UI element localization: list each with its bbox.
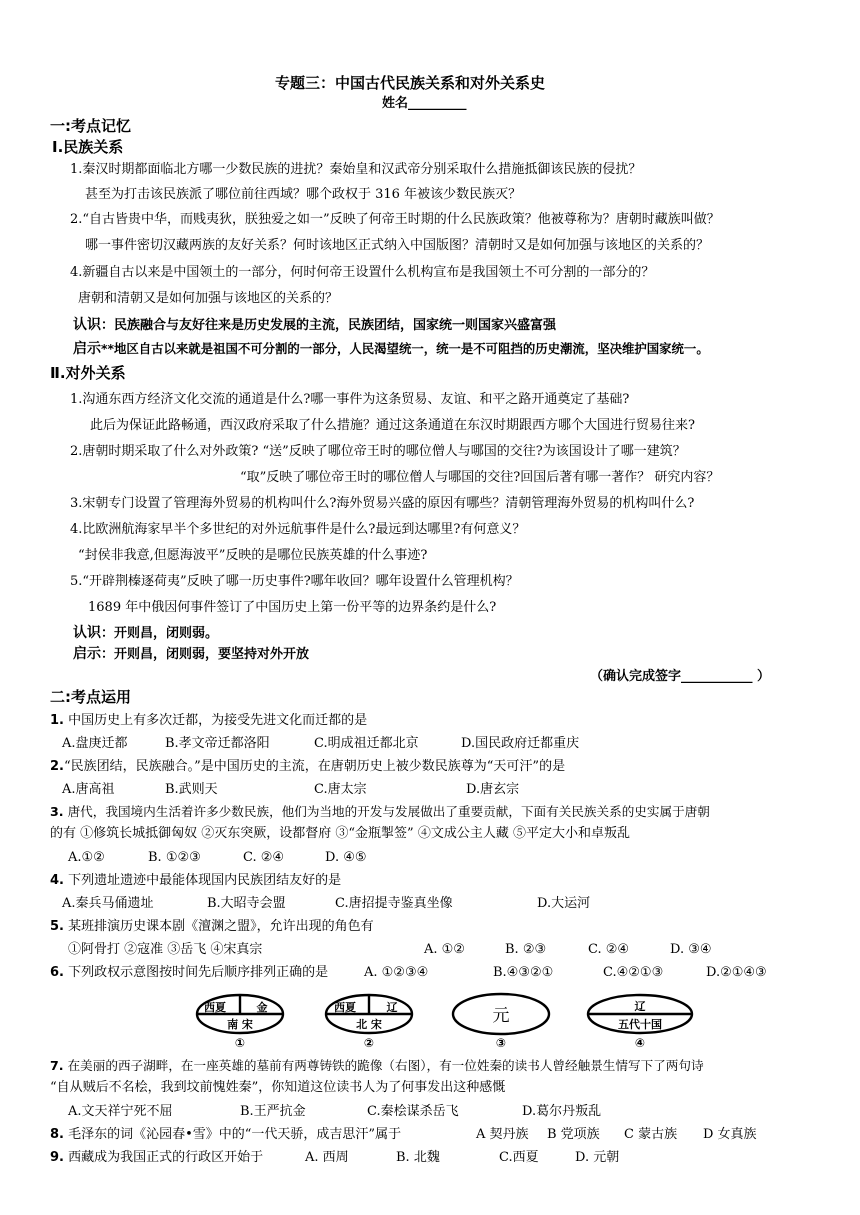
question-line: 5.“开辟荆榛逐荷夷”反映了哪一历史事件?哪年收回？哪年设置什么管理机构？ — [70, 574, 519, 589]
option: A. 西周 — [305, 1150, 349, 1165]
option: D.②①④③ — [706, 965, 767, 980]
option: A.①② — [68, 850, 105, 865]
insight-text: **地区自古以来就是祖国不可分割的一部分，人民渴望统一，统一是不可阻挡的历史潮流，坚决维护国家统一。 — [101, 341, 709, 356]
option: A.盘庚迁都 — [62, 736, 128, 751]
insight-statement — [73, 340, 709, 358]
option: D. ③④ — [670, 942, 712, 957]
question-line: 甚至为打击该民族派了哪位前往西域？哪个政权于 316 年被该少数民族灭？ — [85, 187, 522, 202]
question-line: “封侯非我意,但愿海波平”反映的是哪位民族英雄的什么事迹? — [78, 548, 428, 563]
question-stem: 4. 下列遗址遗迹中最能体现国内民族团结友好的是 — [50, 873, 342, 888]
regime-label: 辽 — [634, 1000, 646, 1013]
regime-diagram — [195, 991, 700, 1049]
option: D.葛尔丹叛乱 — [522, 1104, 602, 1119]
cognition-statement — [73, 624, 218, 643]
insight-label: 启示 — [73, 341, 101, 357]
question-stem-continued: 的有 ①修筑长城抵御匈奴 ②灭东突厥，设都督府 ③“金瓶掣签” ④文成公主人藏 ⑤平定大小和卓叛乱 — [50, 826, 630, 841]
option: B 党项族 — [547, 1127, 600, 1142]
option: B.王严抗金 — [240, 1104, 306, 1119]
question-line: 3.宋朝专门设置了管理海外贸易的机构叫什么?海外贸易兴盛的原因有哪些？清朝管理海外贸易的机构叫什么? — [70, 496, 695, 511]
option: D.国民政府迁都重庆 — [461, 736, 580, 751]
figure-number: ① — [234, 1036, 246, 1049]
regime-label: 西夏 — [334, 1001, 356, 1014]
cognition-text: ：民族融合与友好往来是历史发展的主流，民族团结，国家统一则国家兴盛富强 — [101, 318, 557, 333]
question-line: 4.新疆自古以来是中国领土的一部分，何时何帝王设置什么机构宣布是我国领土不可分割的一部分的？ — [70, 265, 655, 280]
question-stem: 5. 某班排演历史课本剧《澶渊之盟》，允许出现的角色有 — [50, 919, 374, 934]
question-line: 2.“自古皆贵中华，而贱夷狄，朕独爱之如一”反映了何帝王时期的什么民族政策？他被尊称为？唐朝时藏族叫做？ — [70, 212, 720, 227]
option: B. 北魏 — [396, 1150, 440, 1165]
regime-label: 北 宋 — [356, 1018, 382, 1031]
question-line: 4.比欧洲航海家早半个多世纪的对外远航事件是什么?最远到达哪里?有何意义？ — [70, 522, 526, 537]
question-stem: 6. 下列政权示意图按时间先后顺序排列正确的是 — [50, 965, 329, 980]
option: D 女真族 — [703, 1127, 757, 1142]
option: C. ②④ — [588, 942, 630, 957]
figure-number: ② — [363, 1036, 375, 1049]
signature-line: （确认完成签字___________ ） — [590, 669, 771, 684]
option: C. ②④ — [243, 850, 285, 865]
option: B.大昭寺会盟 — [207, 896, 286, 911]
option: D. ④⑤ — [325, 850, 367, 865]
option: C 蒙古族 — [624, 1127, 678, 1142]
option: C.西夏 — [499, 1150, 539, 1165]
option: B. ②③ — [505, 942, 547, 957]
question-line: 1689 年中俄因何事件签订了中国历史上第一份平等的边界条约是什么? — [88, 600, 497, 615]
option: D.大运河 — [537, 896, 591, 911]
option: B.武则天 — [165, 782, 218, 797]
question-line: 哪一事件密切汉藏两族的友好关系？何时该地区正式纳入中国版图？清朝时又是如何加强与该地区的关系的？ — [85, 238, 710, 253]
regime-label: 辽 — [386, 1001, 398, 1014]
figure-number: ④ — [634, 1036, 646, 1049]
option: A. ①② — [424, 942, 465, 957]
insight-statement — [73, 645, 309, 664]
question-line: 此后为保证此路畅通，西汉政府采取了什么措施？通过这条通道在东汉时期跟西方哪个大国进行贸易往来? — [90, 418, 695, 433]
cognition-label: 认识 — [73, 625, 101, 641]
question-line: “取”反映了哪位帝王时的哪位僧人与哪国的交往?回国后著有哪一著作？ 研究内容？ — [240, 470, 720, 485]
question-stem: 2.“民族团结，民族融合。”是中国历史的主流，在唐朝历史上被少数民族尊为“天可汗”的是 — [50, 759, 566, 774]
option: C.秦桧谋杀岳飞 — [367, 1104, 459, 1119]
option: C.明成祖迁都北京 — [314, 736, 419, 751]
name-field-label: 姓名_________ — [382, 96, 467, 111]
question-line: 1.沟通东西方经济文化交流的通道是什么?哪一事件为这条贸易、友谊、和平之路开通奠定了基础? — [70, 392, 630, 407]
question-line: 唐朝和清朝又是如何加强与该地区的关系的？ — [78, 291, 339, 306]
option: D.唐玄宗 — [466, 782, 520, 797]
regime-label: 金 — [256, 1001, 268, 1014]
insight-text: ：开则昌，闭则弱，要坚持对外开放 — [101, 647, 310, 662]
cognition-statement — [73, 316, 556, 335]
option: C.④②①③ — [603, 965, 664, 980]
section-heading-application: 二:考点运用 — [50, 688, 131, 706]
option: C.唐招提寺鉴真坐像 — [335, 896, 453, 911]
question-stem: 3. 唐代，我国境内生活着许多少数民族，他们为当地的开发与发展做出了重要贡献，下面有关民族关系的史实属于唐朝 — [50, 804, 710, 819]
option: B. ①②③ — [148, 850, 201, 865]
question-line: 1.秦汉时期都面临北方哪一少数民族的进扰？秦始皇和汉武帝分别采取什么措施抵御该民族的侵扰？ — [70, 162, 642, 177]
insight-label: 启示 — [73, 646, 101, 662]
section-heading-memory: 一:考点记忆 — [50, 117, 131, 135]
role-list: ①阿骨打 ②寇准 ③岳飞 ④宋真宗 — [68, 942, 263, 957]
option: B.④③②① — [493, 965, 554, 980]
page-title: 专题三：中国古代民族关系和对外关系史 — [275, 74, 546, 92]
option: D. 元朝 — [575, 1150, 620, 1165]
regime-label: 五代十国 — [618, 1018, 662, 1031]
subsection-ethnic-relations: Ⅰ.民族关系 — [52, 138, 124, 156]
option: C.唐太宗 — [314, 782, 367, 797]
regime-label: 南 宋 — [227, 1018, 253, 1031]
option: A.秦兵马俑遗址 — [62, 896, 154, 911]
cognition-text: ：开则昌，闭则弱。 — [101, 626, 219, 641]
question-stem-continued: “自从贼后不名桧，我到坟前愧姓秦”，你知道这位读书人为了何事发出这种感慨 — [50, 1080, 506, 1095]
option: A.唐高祖 — [62, 782, 115, 797]
question-stem: 7. 在美丽的西子湖畔，在一座英雄的墓前有两尊铸铁的跪像（右图），有一位姓秦的读书人曾经触景生情写下了两句诗 — [50, 1058, 704, 1073]
figure-number: ③ — [495, 1036, 507, 1049]
option: A.文天祥宁死不屈 — [68, 1104, 173, 1119]
option: A 契丹族 — [476, 1127, 529, 1142]
option: A. ①②③④ — [364, 965, 429, 980]
question-stem: 9. 西藏成为我国正式的行政区开始于 — [50, 1150, 264, 1165]
regime-label: 西夏 — [204, 1001, 226, 1014]
subsection-foreign-relations: Ⅱ.对外关系 — [50, 364, 126, 382]
question-stem: 1. 中国历史上有多次迁都，为接受先进文化而迁都的是 — [50, 713, 368, 728]
question-line: 2.唐朝时期采取了什么对外政策? “送”反映了哪位帝王时的哪位僧人与哪国的交往?为该国设计了哪一建筑？ — [70, 444, 686, 459]
cognition-label: 认识 — [73, 317, 101, 333]
question-stem: 8. 毛泽东的词《沁园春•雪》中的“一代天骄，成吉思汗”属于 — [50, 1127, 402, 1142]
regime-label: 元 — [492, 1006, 510, 1026]
option: B.孝文帝迁都洛阳 — [165, 736, 270, 751]
